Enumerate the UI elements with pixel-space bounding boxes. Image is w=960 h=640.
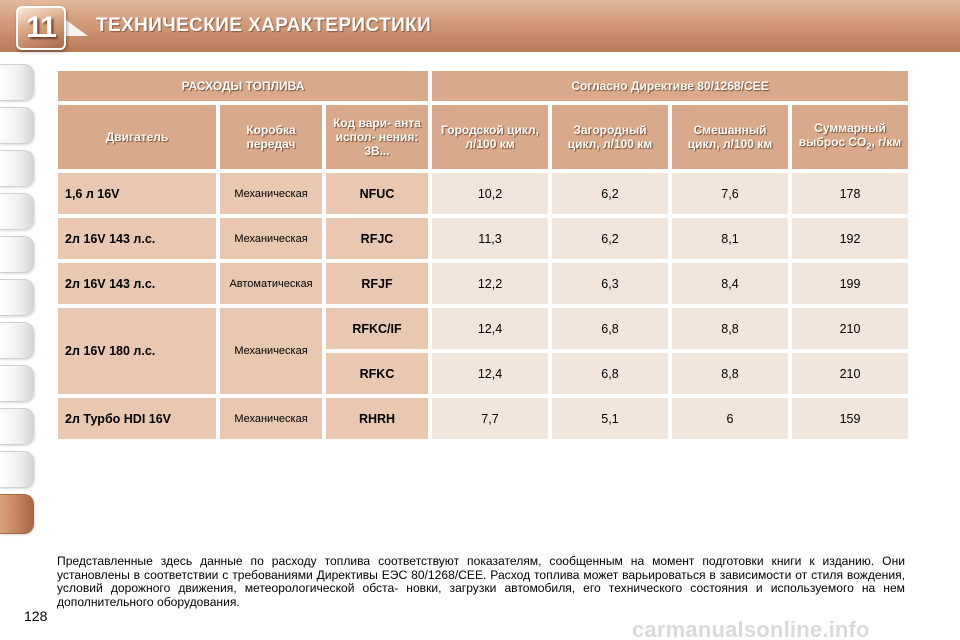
cell-city: 11,3 [432,218,548,259]
chapter-number: 11 [26,11,56,44]
cell-highway: 6,2 [552,173,668,214]
cell-code: RFKC/IF [326,308,428,349]
cell-gearbox: Механическая [220,173,322,214]
side-tab[interactable] [0,107,34,144]
cell-highway: 5,1 [552,398,668,439]
cell-city: 10,2 [432,173,548,214]
column-header-mixed-cycle: Смешанный цикл, л/100 км [672,105,788,169]
cell-mixed: 7,6 [672,173,788,214]
cell-co2: 210 [792,308,908,349]
cell-city: 12,4 [432,308,548,349]
table-row [58,308,908,349]
side-tab[interactable] [0,236,34,273]
cell-highway: 6,2 [552,218,668,259]
cell-highway: 6,3 [552,263,668,304]
cell-code: RHRH [326,398,428,439]
column-header-gearbox: Коробка передач [220,105,322,169]
side-tab[interactable] [0,64,34,101]
table-row [58,173,908,214]
cell-gearbox: Механическая [220,398,322,439]
table-row [58,263,908,304]
header-notch [66,20,88,36]
side-tab[interactable] [0,408,34,445]
cell-engine: 1,6 л 16V [58,173,216,214]
cell-engine: 2л Турбо HDI 16V [58,398,216,439]
cell-gearbox: Автоматическая [220,263,322,304]
cell-mixed: 8,8 [672,353,788,394]
cell-co2: 199 [792,263,908,304]
watermark: carmanualsonline.info [632,617,870,640]
cell-city: 12,2 [432,263,548,304]
column-header-city-cycle: Городской цикл, л/100 км [432,105,548,169]
side-tab[interactable] [0,365,34,402]
footnote-text: Представленные здесь данные по расходу топлива соответствуют показателям, сообщенным на момент подготовки книги к изданию. Они установлены в соответствии с требованиями Директивы ЕЭС 80/1268/СЕЕ. Расход топлива может варьироваться в зависимости от стиля вождения, условий дорожного движения, метеорологической обста- новки, загрузки автомобиля, его технического состояния и используемого на нем дополнительного оборудования. [57,554,905,609]
cell-highway: 6,8 [552,353,668,394]
side-tab[interactable] [0,193,34,230]
cell-highway: 6,8 [552,308,668,349]
side-tab[interactable] [0,279,34,316]
column-header-co2 [792,105,908,169]
column-header-engine: Двигатель [58,105,216,169]
cell-city: 7,7 [432,398,548,439]
cell-gearbox: Механическая [220,218,322,259]
side-tabs [0,64,34,540]
chapter-badge [16,6,66,50]
column-header-highway-cycle: Загородный цикл, л/100 км [552,105,668,169]
table-row [58,218,908,259]
fuel-consumption-table [56,67,904,443]
cell-code: RFJC [326,218,428,259]
cell-engine: 2л 16V 143 л.с. [58,218,216,259]
cell-co2: 159 [792,398,908,439]
cell-engine: 2л 16V 143 л.с. [58,263,216,304]
cell-mixed: 8,1 [672,218,788,259]
page-title: ТЕХНИЧЕСКИЕ ХАРАКТЕРИСТИКИ [96,15,432,36]
side-tab[interactable] [0,451,34,488]
side-tab-active[interactable] [0,494,34,534]
cell-code: NFUC [326,173,428,214]
cell-code: RFJF [326,263,428,304]
cell-gearbox: Механическая [220,308,322,394]
side-tab[interactable] [0,150,34,187]
cell-co2: 210 [792,353,908,394]
cell-engine: 2л 16V 180 л.с. [58,308,216,394]
page-number: 128 [24,608,48,624]
side-tab[interactable] [0,322,34,359]
cell-mixed: 6 [672,398,788,439]
group-header-directive: Согласно Директиве 80/1268/CEE [432,71,908,101]
co2-subscript: 2 [866,141,872,152]
cell-co2: 178 [792,173,908,214]
column-header-code: Код вари- анта испол- нения: 3В... [326,105,428,169]
co2-unit: , г/км [871,134,902,149]
cell-mixed: 8,8 [672,308,788,349]
cell-mixed: 8,4 [672,263,788,304]
co2-label: Суммарный выброс CO [798,120,886,149]
table-row [58,398,908,439]
cell-co2: 192 [792,218,908,259]
group-header-fuel-consumption: РАСХОДЫ ТОПЛИВА [58,71,428,101]
cell-code: RFKC [326,353,428,394]
cell-city: 12,4 [432,353,548,394]
